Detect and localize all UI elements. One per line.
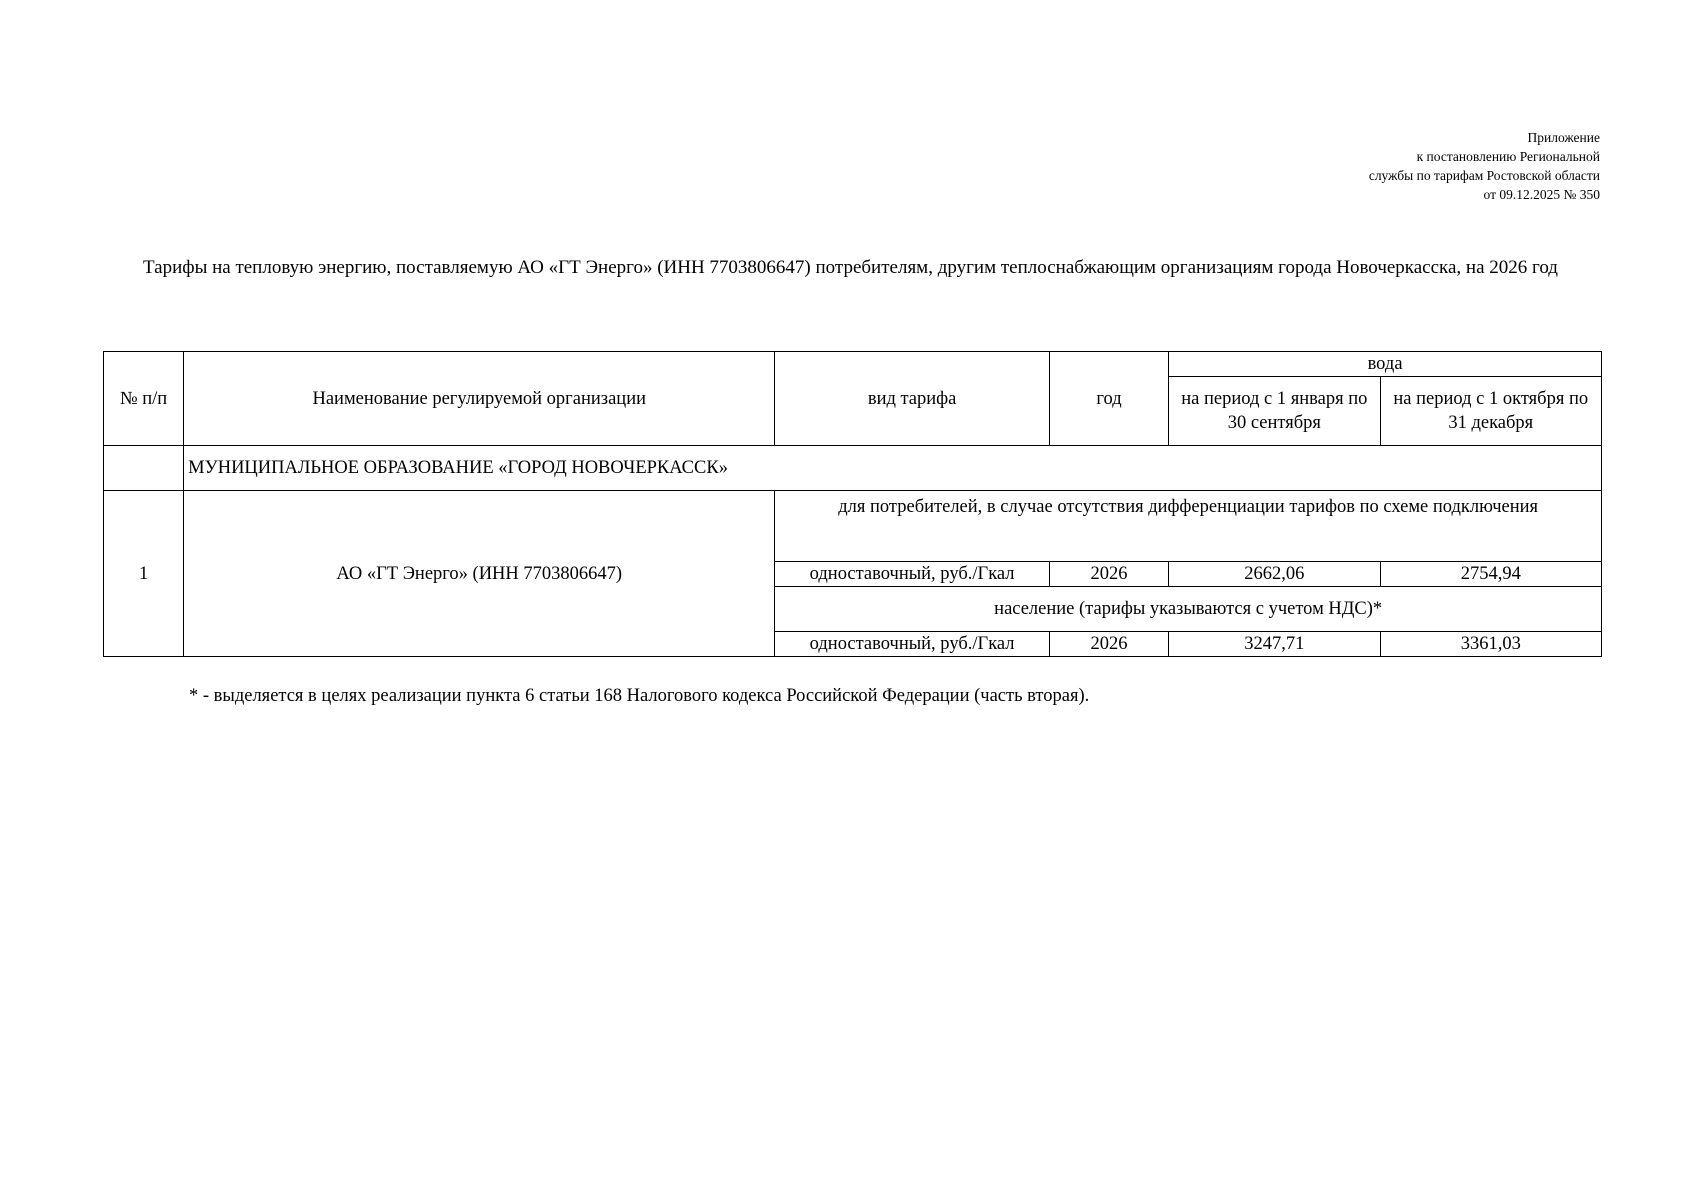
row-org: АО «ГТ Энерго» (ИНН 7703806647) bbox=[184, 491, 775, 657]
period1-value: 3247,71 bbox=[1169, 632, 1380, 657]
tariff-type-cell: одноставочный, руб./Гкал bbox=[775, 562, 1050, 587]
header-water: вода bbox=[1169, 352, 1602, 377]
period2-value: 2754,94 bbox=[1380, 562, 1601, 587]
municipality-row bbox=[104, 446, 1602, 491]
empty-cell bbox=[104, 446, 184, 491]
header-period1: на период с 1 января по 30 сентября bbox=[1169, 377, 1380, 446]
tariff-table bbox=[103, 351, 1602, 657]
header-period2: на период с 1 октября по 31 декабря bbox=[1380, 377, 1601, 446]
period1-value: 2662,06 bbox=[1169, 562, 1380, 587]
document-title: Тарифы на тепловую энергию, поставляемую АО «ГТ Энерго» (ИНН 7703806647) потребителям, другим теплоснабжающим организациям города Новочеркасска, на 2026 год bbox=[143, 257, 1558, 278]
header-org: Наименование регулируемой организации bbox=[184, 352, 775, 446]
appendix-line: от 09.12.2025 № 350 bbox=[1483, 187, 1600, 202]
category-label: для потребителей, в случае отсутствия дифференциации тарифов по схеме подключения bbox=[775, 491, 1602, 562]
appendix-line: к постановлению Региональной bbox=[1416, 149, 1600, 164]
header-num: № п/п bbox=[104, 352, 184, 446]
table-header-row bbox=[104, 352, 1602, 377]
header-year: год bbox=[1049, 352, 1168, 446]
year-cell: 2026 bbox=[1049, 632, 1168, 657]
category-label: население (тарифы указываются с учетом НДС)* bbox=[775, 587, 1602, 632]
row-num: 1 bbox=[104, 491, 184, 657]
table-row bbox=[104, 491, 1602, 562]
footnote: * - выделяется в целях реализации пункта 6 статьи 168 Налогового кодекса Российской Федерации (часть вторая). bbox=[189, 686, 1090, 706]
appendix-line: Приложение bbox=[1527, 130, 1600, 145]
header-tariff-type: вид тарифа bbox=[775, 352, 1050, 446]
appendix-block bbox=[1230, 128, 1600, 204]
tariff-type-cell: одноставочный, руб./Гкал bbox=[775, 632, 1050, 657]
period2-value: 3361,03 bbox=[1380, 632, 1601, 657]
municipality-name: МУНИЦИПАЛЬНОЕ ОБРАЗОВАНИЕ «ГОРОД НОВОЧЕРКАССК» bbox=[184, 446, 1602, 491]
year-cell: 2026 bbox=[1049, 562, 1168, 587]
appendix-line: службы по тарифам Ростовской области bbox=[1368, 168, 1600, 183]
